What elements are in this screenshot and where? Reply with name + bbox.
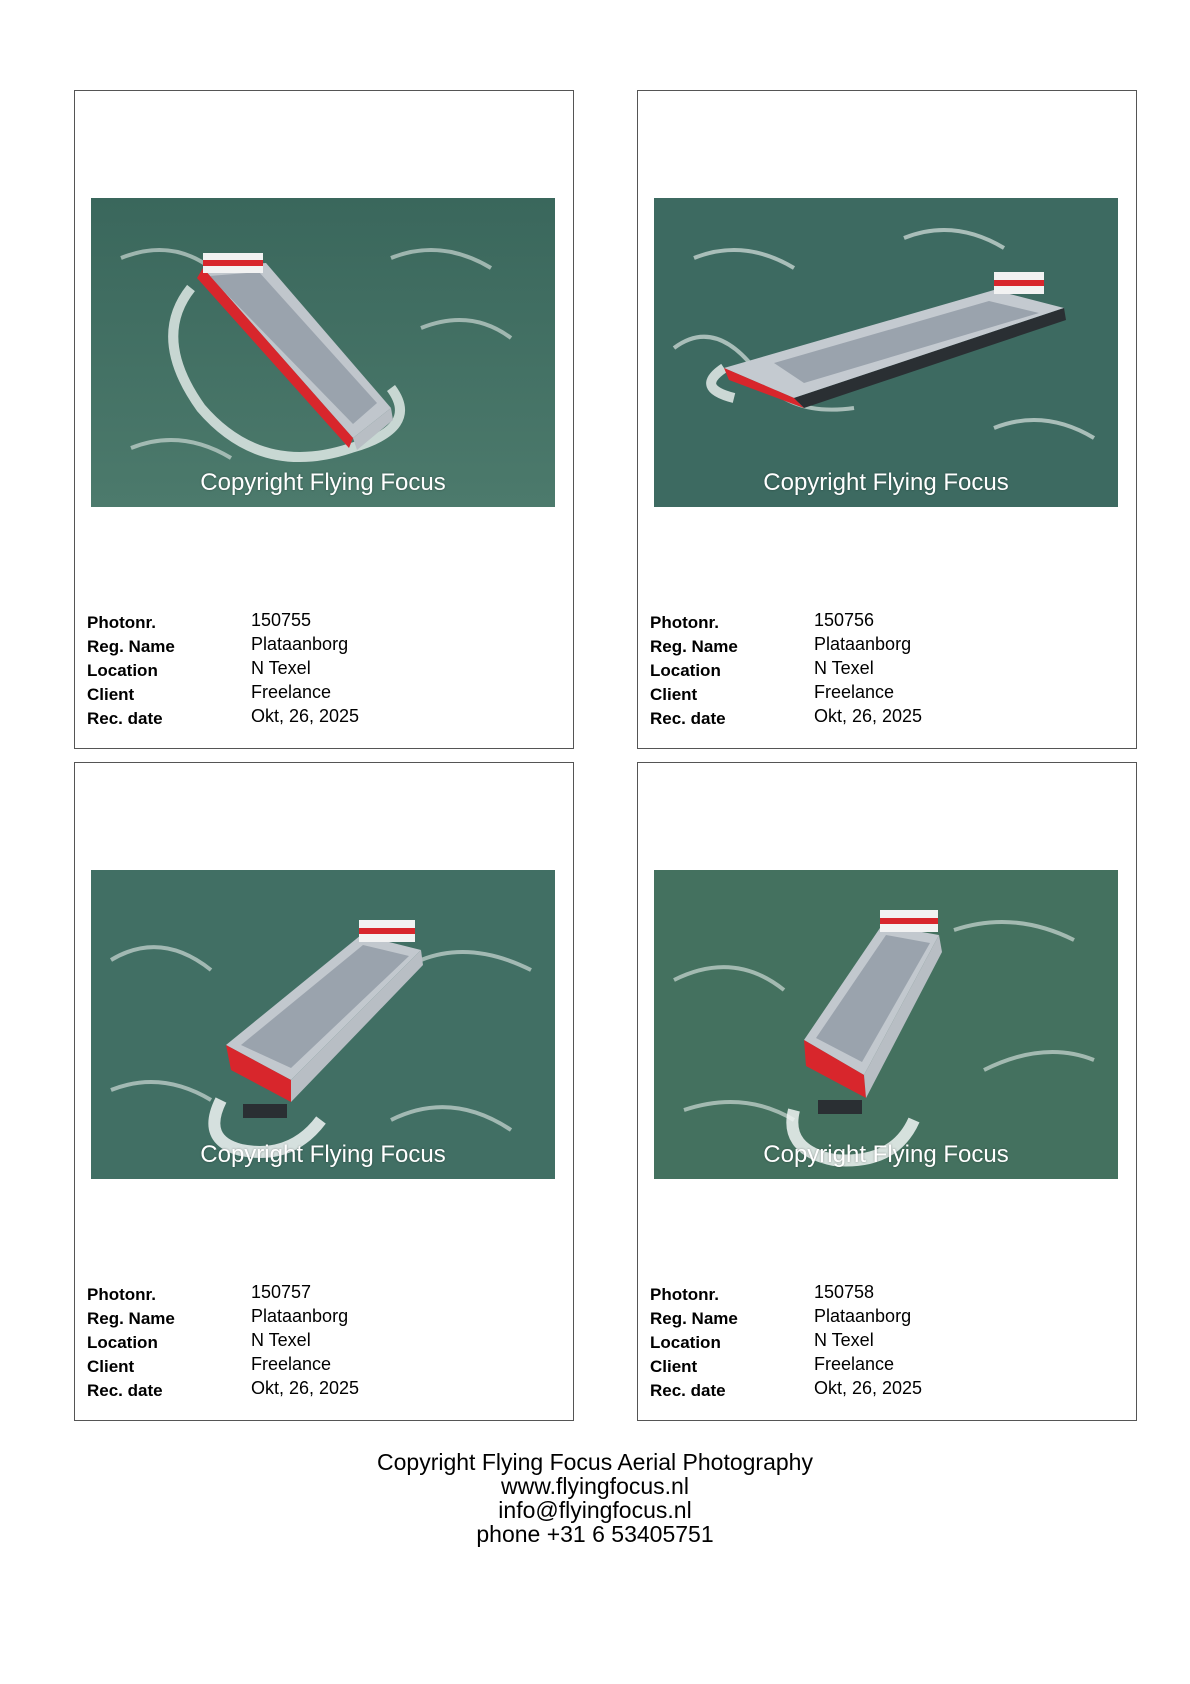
ship-photo [91, 870, 555, 1179]
photonr-label: Photonr. [87, 1285, 156, 1304]
rec-date-value: Okt, 26, 2025 [251, 1378, 360, 1398]
location-value: N Texel [251, 1330, 311, 1350]
client-value: Freelance [251, 682, 332, 702]
ship-photo-illustration [91, 870, 555, 1179]
reg-name-row [650, 1306, 1120, 1330]
client-label: Client [87, 685, 135, 704]
photonr-value: 150756 [814, 610, 875, 630]
photo-metadata [87, 1282, 557, 1402]
rec-date-row [650, 706, 1120, 730]
client-label: Client [650, 685, 698, 704]
rec-date-row [87, 706, 557, 730]
photonr-label: Photonr. [87, 613, 156, 632]
ship-photo [654, 198, 1118, 507]
footer-website: www.flyingfocus.nl [501, 1473, 689, 1499]
location-label: Location [87, 661, 158, 680]
photonr-value: 150757 [251, 1282, 312, 1302]
rec-date-value: Okt, 26, 2025 [814, 706, 923, 726]
reg-name-value: Plataanborg [251, 634, 349, 654]
footer-phone: phone +31 6 53405751 [476, 1521, 714, 1547]
location-label: Location [87, 1333, 158, 1352]
reg-name-row [87, 1306, 557, 1330]
photo-watermark: Copyright Flying Focus [200, 1141, 446, 1168]
location-label: Location [650, 1333, 721, 1352]
photonr-label: Photonr. [650, 613, 719, 632]
photo-watermark: Copyright Flying Focus [763, 1141, 1009, 1168]
rec-date-row [87, 1378, 557, 1402]
ship-photo [654, 870, 1118, 1179]
photonr-value: 150755 [251, 610, 312, 630]
reg-name-value: Plataanborg [814, 634, 912, 654]
location-row [87, 658, 557, 682]
location-row [650, 1330, 1120, 1354]
photonr-label: Photonr. [650, 1285, 719, 1304]
rec-date-row [650, 1378, 1120, 1402]
photo-card-150758 [637, 762, 1137, 1421]
client-label: Client [87, 1357, 135, 1376]
location-label: Location [650, 661, 721, 680]
reg-name-value: Plataanborg [814, 1306, 912, 1326]
client-row [650, 682, 1120, 706]
photo-card-150755 [74, 90, 574, 749]
photo-metadata [650, 610, 1120, 730]
photo-metadata [650, 1282, 1120, 1402]
client-row [87, 1354, 557, 1378]
photo-watermark: Copyright Flying Focus [200, 469, 446, 496]
photonr-value: 150758 [814, 1282, 875, 1302]
client-row [650, 1354, 1120, 1378]
rec-date-label: Rec. date [87, 1381, 163, 1400]
client-value: Freelance [251, 1354, 332, 1374]
rec-date-value: Okt, 26, 2025 [814, 1378, 923, 1398]
footer-email: info@flyingfocus.nl [498, 1497, 692, 1523]
location-value: N Texel [814, 658, 874, 678]
ship-photo-illustration [654, 198, 1118, 507]
reg-name-value: Plataanborg [251, 1306, 349, 1326]
photo-watermark: Copyright Flying Focus [763, 469, 1009, 496]
rec-date-label: Rec. date [650, 709, 726, 728]
rec-date-label: Rec. date [87, 709, 163, 728]
photo-card-150756 [637, 90, 1137, 749]
reg-name-label: Reg. Name [87, 637, 175, 656]
photo-metadata [87, 610, 557, 730]
client-row [87, 682, 557, 706]
reg-name-row [87, 634, 557, 658]
location-row [650, 658, 1120, 682]
client-value: Freelance [814, 1354, 895, 1374]
rec-date-label: Rec. date [650, 1381, 726, 1400]
reg-name-label: Reg. Name [650, 637, 738, 656]
location-value: N Texel [814, 1330, 874, 1350]
photonr-row [650, 1282, 1120, 1306]
ship-photo-illustration [91, 198, 555, 507]
ship-photo-illustration [654, 870, 1118, 1179]
reg-name-label: Reg. Name [650, 1309, 738, 1328]
photonr-row [650, 610, 1120, 634]
photonr-row [87, 1282, 557, 1306]
client-value: Freelance [814, 682, 895, 702]
client-label: Client [650, 1357, 698, 1376]
ship-photo [91, 198, 555, 507]
reg-name-row [650, 634, 1120, 658]
rec-date-value: Okt, 26, 2025 [251, 706, 360, 726]
location-row [87, 1330, 557, 1354]
location-value: N Texel [251, 658, 311, 678]
reg-name-label: Reg. Name [87, 1309, 175, 1328]
photonr-row [87, 610, 557, 634]
footer-copyright: Copyright Flying Focus Aerial Photography [377, 1449, 813, 1475]
page-footer [0, 1450, 1190, 1546]
photo-card-150757 [74, 762, 574, 1421]
